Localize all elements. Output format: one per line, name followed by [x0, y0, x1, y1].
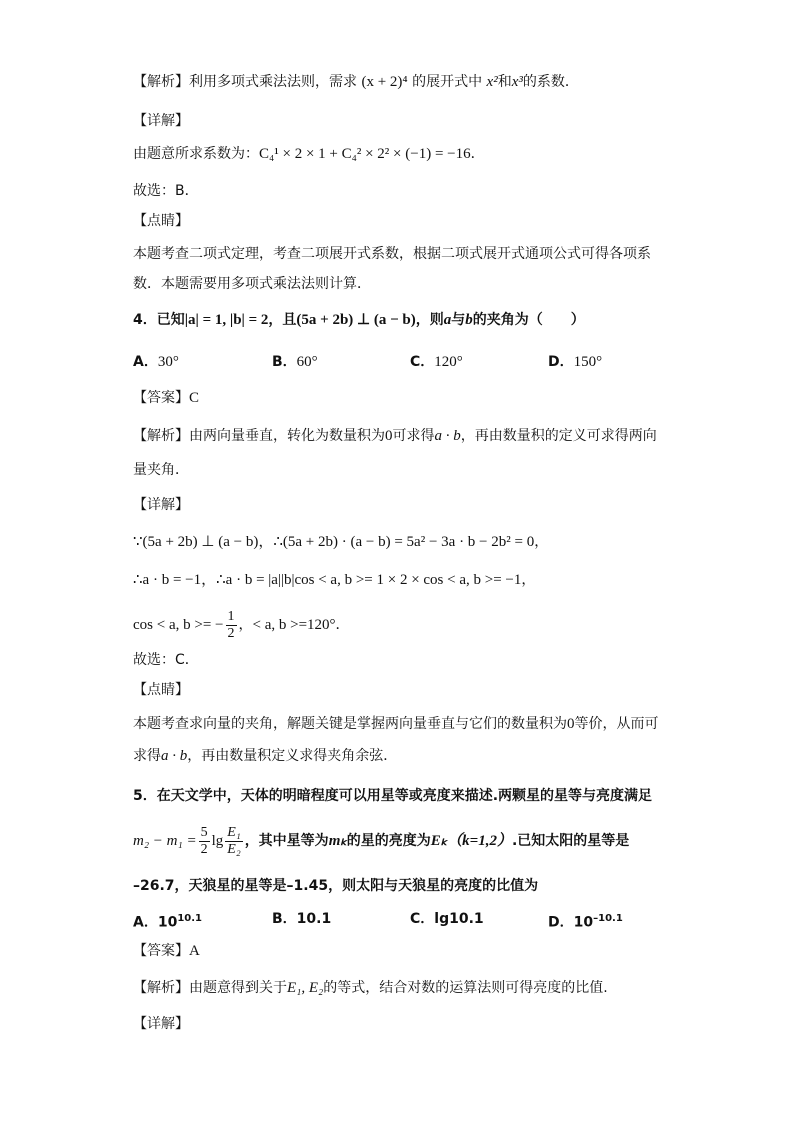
q5-stem-text: .已知太阳的星等是: [511, 833, 630, 849]
q3-tip-label: [133, 211, 189, 231]
fraction-numerator: 1: [227, 608, 235, 624]
q3-analysis-text: 的系数．: [522, 74, 579, 90]
q4-tip-line2: [133, 746, 397, 766]
q4-analysis-formula: a · b: [434, 428, 461, 444]
q4-stem-text: ，且: [268, 312, 297, 328]
analysis-label: 【解析】: [133, 428, 189, 444]
q4-detail-text: ．: [335, 617, 350, 633]
option-letter: D．: [548, 914, 574, 931]
detail-label: 【详解】: [133, 113, 189, 129]
q5-option-a[interactable]: [133, 909, 202, 933]
q4-detail-text: ，: [521, 572, 536, 588]
q4-tip-line1: [133, 714, 659, 734]
q4-detail-formula: ，∴a · b = |a||b|cos < a, b >= 1 × 2 × cos < a, b >= −1: [201, 572, 522, 588]
q3-choice: [133, 181, 199, 201]
fraction-numerator: 5: [200, 824, 208, 840]
q3-analysis-formula: x²: [486, 74, 498, 90]
answer-label: 【答案】: [133, 390, 189, 406]
q5-analysis-text: 由题意得到关于: [189, 980, 287, 996]
q3-tip-line2: [133, 274, 371, 294]
q5-answer-value: A: [189, 943, 200, 959]
option-letter: D．: [548, 354, 574, 370]
detail-label: 【详解】: [133, 1016, 189, 1032]
option-value: 150°: [573, 354, 603, 370]
q4-tip-formula: 0: [567, 716, 575, 732]
option-value: lg10.1: [434, 911, 484, 927]
q4-tip-text: 本题考查求向量的夹角，解题关键是掌握两向量垂直与它们的数量积为: [133, 716, 567, 732]
option-letter: B．: [272, 911, 297, 927]
q4-stem-text: 与: [451, 312, 466, 328]
q4-analysis-text: 量夹角．: [133, 462, 189, 478]
q3-detail-label: [133, 111, 189, 131]
q4-option-a[interactable]: [133, 352, 179, 372]
analysis-label: 【解析】: [133, 980, 189, 996]
q4-stem-formula: (5a + 2b) ⊥ (a − b): [296, 312, 416, 328]
q4-option-c[interactable]: [410, 352, 463, 372]
fraction: [226, 609, 237, 642]
option-exponent: 10.1: [177, 913, 203, 924]
q4-detail-formula: ∵(5a + 2b) ⊥ (a − b): [133, 534, 259, 550]
q3-analysis-text: 利用多项式乘法法则，需求: [189, 74, 357, 90]
q4-analysis-line1: [133, 426, 657, 446]
option-letter: A．: [133, 354, 158, 370]
q4-detail-line3: [133, 608, 350, 642]
q5-stem-formula: mₖ: [328, 833, 347, 849]
q3-tip-text: 数．本题需要用多项式乘法法则计算．: [133, 276, 371, 292]
q4-detail-label: [133, 495, 189, 515]
option-letter: B．: [272, 354, 297, 370]
q4-detail-formula: < a, b >=120°: [252, 617, 336, 633]
q4-option-b[interactable]: [272, 352, 318, 372]
q5-answer: [133, 941, 200, 961]
q3-analysis-formula: x³: [511, 74, 523, 90]
q5-stem-formula: Eₖ（k=1,2）: [430, 833, 512, 849]
tip-label: 【点睛】: [133, 682, 189, 698]
q4-choice-text: 故选：C．: [133, 652, 199, 668]
q4-tip-label: [133, 680, 189, 700]
q5-analysis-text: 的等式，结合对数的运算法则可得亮度的比值.: [323, 980, 608, 996]
q5-stem-line2: [133, 822, 629, 860]
option-value: 60°: [296, 354, 318, 370]
q5-option-d[interactable]: [548, 909, 623, 933]
option-value: 120°: [434, 354, 463, 370]
q5-stem-line1: [133, 786, 652, 806]
option-value: 30°: [157, 354, 179, 370]
answer-label: 【答案】: [133, 943, 189, 959]
analysis-label: 【解析】: [133, 74, 189, 90]
q4-detail-formula: ，∴(5a + 2b) · (a − b) = 5a² − 3a · b − 2b² = 0: [258, 534, 535, 550]
fraction-denominator: E₂: [227, 841, 241, 857]
q4-tip-text: 等价，从而可: [574, 716, 659, 732]
q4-detail-line2: [133, 570, 535, 590]
q4-choice: [133, 650, 199, 670]
fraction: [225, 825, 242, 858]
tip-label: 【点睛】: [133, 213, 189, 229]
q5-detail-label: [133, 1014, 189, 1034]
q4-answer-value: C: [189, 390, 200, 406]
q5-stem-text: –26.7，天狼星的星等是–1.45，则太阳与天狼星的亮度的比值为: [133, 878, 539, 894]
fraction-denominator: 2: [227, 625, 235, 641]
q4-tip-formula: a · b: [161, 748, 188, 764]
q5-stem-text: 5．在天文学中，天体的明暗程度可以用星等或亮度来描述.两颗星的星等与亮度满足: [133, 788, 653, 804]
q5-formula: m₂ − m₁ =: [133, 833, 197, 849]
option-value: 10: [157, 914, 178, 931]
q4-stem-formula: b: [465, 312, 473, 328]
q3-detail-text: ．: [470, 146, 485, 162]
fraction-numerator: E₁: [227, 824, 241, 840]
q5-option-c[interactable]: [410, 909, 484, 929]
q5-stem-line3: [133, 876, 538, 896]
q4-detail-formula: ∴a · b = −1: [133, 572, 202, 588]
q3-tip-text: 本题考查二项式定理，考查二项展开式系数，根据二项式展开式通项公式可得各项系: [133, 246, 651, 262]
q4-stem-formula: a: [443, 312, 452, 328]
q3-analysis: [133, 72, 579, 92]
q4-analysis-formula: 0: [385, 428, 393, 444]
q4-stem-text: 4．已知: [133, 312, 185, 328]
q4-stem-text: 的夹角为（ ）: [472, 312, 585, 328]
q3-detail-formula: C₄¹ × 2 × 1 + C₄² × 2² × (−1) = −16: [259, 146, 471, 162]
option-value: 10.1: [296, 911, 332, 927]
q5-analysis: [133, 978, 608, 998]
option-letter: C．: [410, 911, 435, 927]
q4-analysis-text: ，再由数量积的定义可求得两向: [460, 428, 657, 444]
q4-option-d[interactable]: [548, 352, 602, 372]
fraction-denominator: 2: [200, 841, 208, 857]
q4-stem-formula: |a| = 1, |b| = 2: [184, 312, 269, 328]
q3-analysis-text: 和: [497, 74, 512, 90]
q5-option-b[interactable]: [272, 909, 331, 929]
q4-detail-formula: cos < a, b >= −: [133, 617, 224, 633]
q4-tip-text: 求得: [133, 748, 161, 764]
q4-tip-text: ，再由数量积定义求得夹角余弦．: [187, 748, 398, 764]
q5-stem-text: 的星的亮度为: [346, 833, 431, 849]
option-value: 10: [573, 914, 594, 931]
q3-analysis-formula: (x + 2)⁴: [361, 74, 408, 90]
q3-detail-text: 由题意所求系数为：: [133, 146, 259, 162]
q4-detail-text: ，: [238, 617, 253, 633]
option-letter: A．: [133, 914, 158, 931]
fraction: [199, 825, 210, 858]
q4-stem-text: ，则: [415, 312, 444, 328]
q5-formula: lg: [211, 833, 224, 849]
q4-analysis-text: 可求得: [392, 428, 435, 444]
detail-label: 【详解】: [133, 497, 189, 513]
q4-analysis-line2: [133, 460, 189, 480]
q3-analysis-text: 的展开式中: [412, 74, 483, 90]
q4-analysis-text: 由两向量垂直，转化为数量积为: [189, 428, 385, 444]
q3-choice-text: 故选：B．: [133, 183, 199, 199]
q5-analysis-formula: E₁, E₂: [287, 980, 324, 996]
q4-stem: [133, 310, 585, 330]
q3-detail: [133, 144, 485, 164]
option-exponent: –10.1: [593, 913, 623, 924]
q4-detail-line1: [133, 532, 548, 552]
q5-stem-text: ，其中星等为: [244, 833, 329, 849]
q3-tip-line1: [133, 244, 651, 264]
option-letter: C．: [410, 354, 435, 370]
q4-detail-text: ，: [534, 534, 549, 550]
q4-answer: [133, 388, 199, 408]
